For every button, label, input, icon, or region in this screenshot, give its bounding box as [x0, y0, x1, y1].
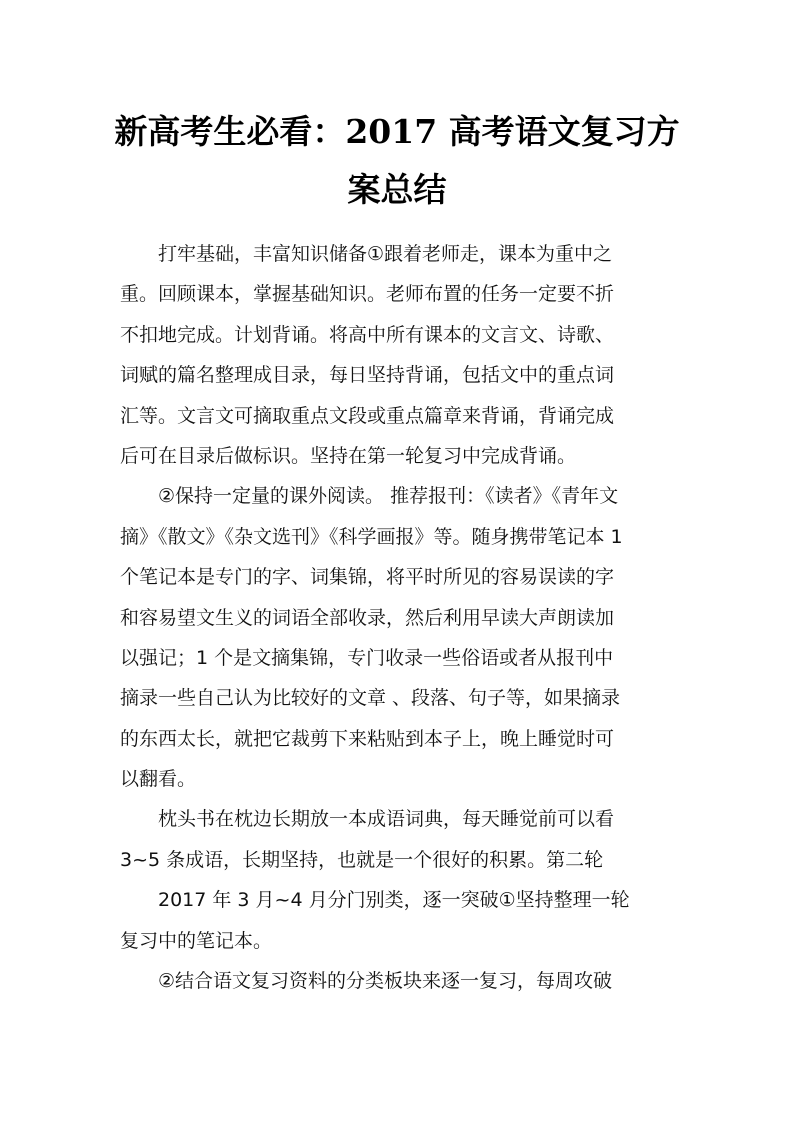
body-line-5: 汇等。文言文可摘取重点文段或重点篇章来背诵，背诵完成: [120, 404, 615, 427]
body-line-13: 的东西太长，就把它裁剪下来粘贴到本子上，晚上睡觉时可: [120, 727, 615, 750]
body-line-4: 词赋的篇名整理成目录，每日坚持背诵，包括文中的重点词: [120, 364, 615, 387]
body-line-14: 以翻看。: [120, 768, 197, 791]
body-line-1: 打牢基础，丰富知识储备①跟着老师走，课本为重中之: [158, 243, 613, 265]
document-title-line-2: 案总结: [347, 170, 447, 209]
body-line-10: 和容易望文生义的词语全部收录，然后利用早读大声朗读加: [120, 606, 615, 629]
body-line-11: 以强记；1 个是文摘集锦，专门收录一些俗语或者从报刊中: [120, 646, 614, 669]
body-line-18: 复习中的笔记本。: [120, 929, 273, 952]
body-line-17: 2017 年 3 月~4 月分门别类，逐一突破①坚持整理一轮: [158, 889, 630, 912]
body-line-8: 摘》《散文》《杂文选刊》《科学画报》等。随身携带笔记本 1: [120, 525, 623, 548]
body-line-15: 枕头书在枕边长期放一本成语词典，每天睡觉前可以看: [158, 808, 615, 831]
body-line-12: 摘录一些自己认为比较好的文章 、段落、句子等，如果摘录: [120, 687, 621, 710]
document-title-line-1: 新高考生必看：2017 高考语文复习方: [114, 112, 680, 151]
body-line-16: 3~5 条成语，长期坚持，也就是一个很好的积累。第二轮: [120, 848, 604, 871]
body-line-7: ②保持一定量的课外阅读。 推荐报刊：《读者》《青年文: [158, 485, 619, 508]
body-line-3: 不扣地完成。计划背诵。将高中所有课本的文言文、诗歌、: [120, 323, 615, 346]
document-body: [120, 234, 680, 1001]
body-line-9: 个笔记本是专门的字、词集锦，将平时所见的容易误读的字: [120, 566, 615, 589]
body-line-6: 后可在目录后做标识。坚持在第一轮复习中完成背诵。: [120, 444, 577, 467]
body-line-2: 重。回顾课本，掌握基础知识。老师布置的任务一定要不折: [120, 283, 615, 306]
body-line-19: ②结合语文复习资料的分类板块来逐一复习，每周攻破: [158, 970, 613, 993]
